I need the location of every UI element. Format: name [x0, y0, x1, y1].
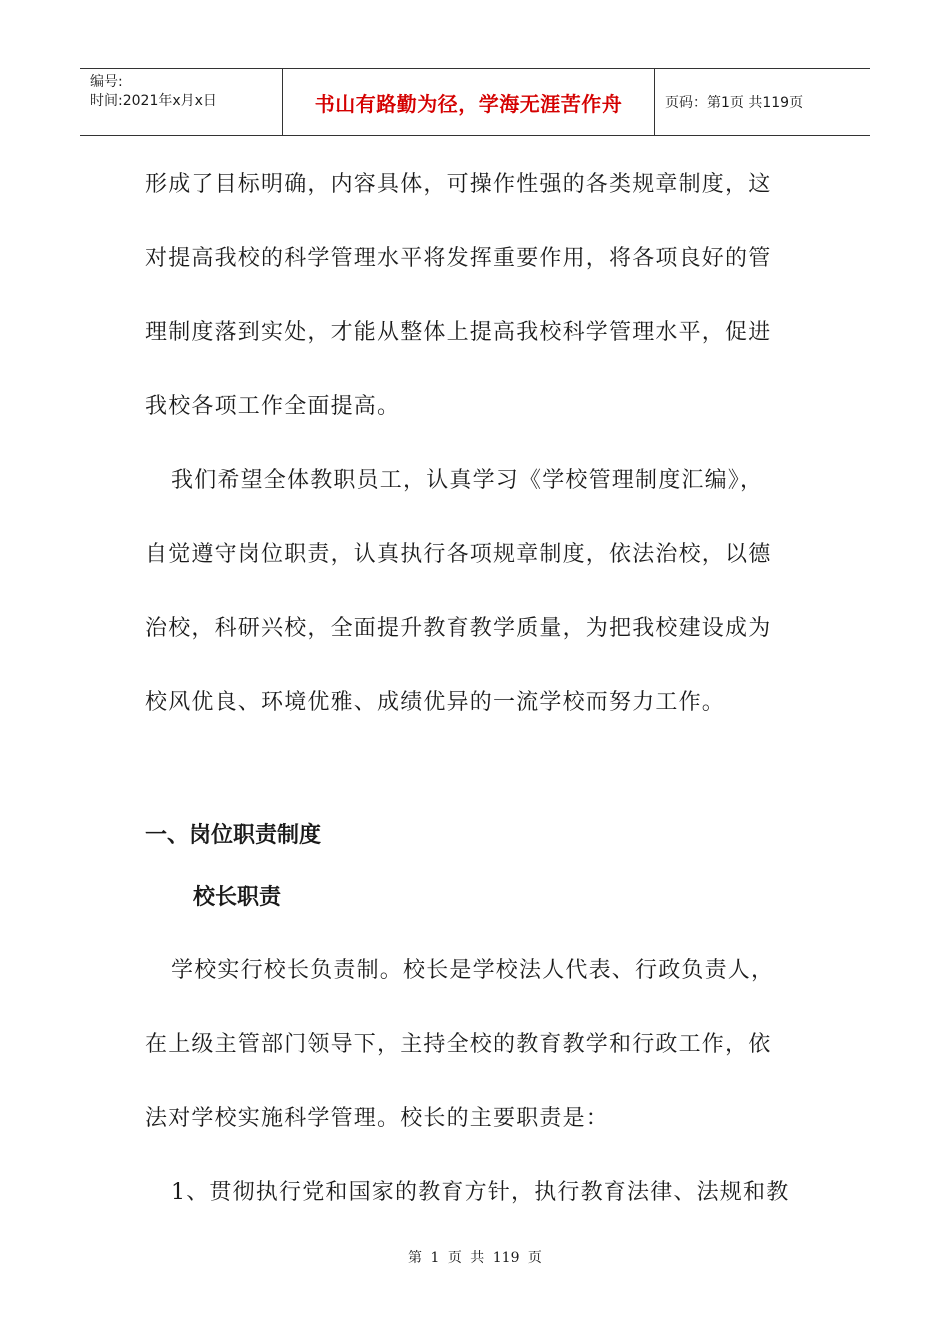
- header-page-info: 页码：第1页 共119页: [665, 95, 804, 111]
- subsection-title: 校长职责: [193, 884, 282, 910]
- header-motto: 书山有路勤为径，学海无涯苦作舟: [283, 69, 655, 135]
- body-line: 学校实行校长负责制。校长是学校法人代表、行政负责人，: [171, 958, 775, 983]
- body-line: 在上级主管部门领导下，主持全校的教育教学和行政工作，依: [145, 1032, 772, 1057]
- body-line: 治校，科研兴校，全面提升教育教学质量，为把我校建设成为: [145, 616, 772, 641]
- document-time-label: 时间:2021年x月x日: [90, 93, 217, 109]
- body-text-1: [145, 148, 810, 740]
- body-line: 校风优良、环境优雅、成绩优异的一流学校而努力工作。: [145, 690, 726, 715]
- body-line: 自觉遵守岗位职责，认真执行各项规章制度，依法治校，以德: [145, 542, 772, 567]
- body-line: 理制度落到实处，才能从整体上提高我校科学管理水平，促进: [145, 320, 772, 345]
- document-number-label: 编号:: [90, 74, 123, 90]
- body-line: 形成了目标明确，内容具体，可操作性强的各类规章制度，这: [145, 172, 772, 197]
- body-line: 法对学校实施科学管理。校长的主要职责是：: [145, 1106, 610, 1131]
- section-title: 一、岗位职责制度: [145, 822, 322, 848]
- header-meta: [80, 69, 283, 135]
- body-text-2: [145, 934, 810, 1230]
- body-line: 我们希望全体教职员工，认真学习《学校管理制度汇编》，: [171, 468, 764, 493]
- body-line: 对提高我校的科学管理水平将发挥重要作用，将各项良好的管: [145, 246, 772, 271]
- page-footer: 第 1 页 共 119 页: [408, 1250, 542, 1266]
- page-header: [80, 68, 870, 136]
- body-line: 1、贯彻执行党和国家的教育方针，执行教育法律、法规和教: [171, 1180, 790, 1205]
- body-line: 我校各项工作全面提高。: [145, 394, 401, 419]
